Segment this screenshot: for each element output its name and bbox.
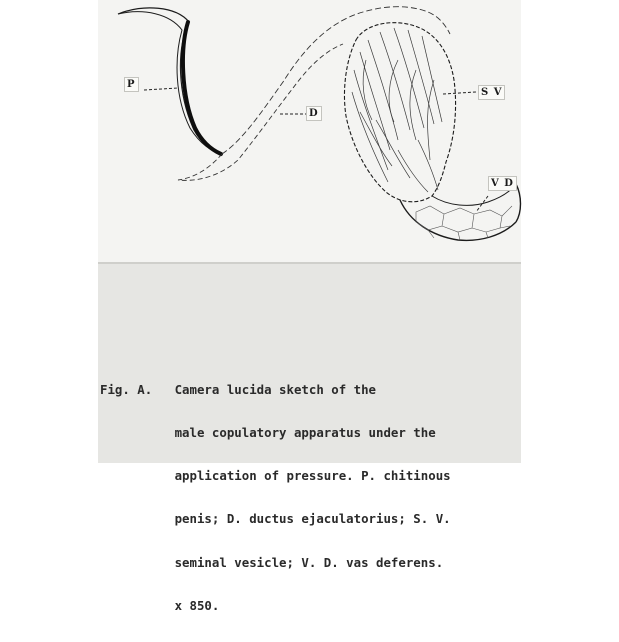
- figure-caption: [100, 354, 520, 642]
- caption-line-6: x 850.: [100, 597, 220, 613]
- caption-line-1: Fig. A. Camera lucida sketch of the: [100, 381, 377, 397]
- seminal-vesicle-outline: [344, 23, 455, 202]
- camera-lucida-sketch: [98, 0, 521, 262]
- caption-line-5: seminal vesicle; V. D. vas deferens.: [100, 554, 444, 570]
- caption-line-3: application of pressure. P. chitinous: [100, 468, 451, 484]
- caption-line-4: penis; D. ductus ejaculatorius; S. V.: [100, 511, 451, 527]
- figure-plate: [98, 0, 521, 613]
- label-vd: V D: [488, 176, 517, 191]
- penis-thick-wall: [183, 22, 221, 154]
- label-sv: S V: [478, 85, 505, 100]
- vas-deferens-outer-wall: [400, 200, 516, 240]
- label-d: D: [306, 106, 322, 121]
- caption-line-2: male copulatory apparatus under the: [100, 425, 436, 441]
- leader-sv: [443, 92, 476, 94]
- ductus-upper-wall: [222, 7, 450, 154]
- leader-vd: [476, 196, 488, 212]
- leader-p: [144, 88, 178, 90]
- label-p: P: [124, 77, 139, 92]
